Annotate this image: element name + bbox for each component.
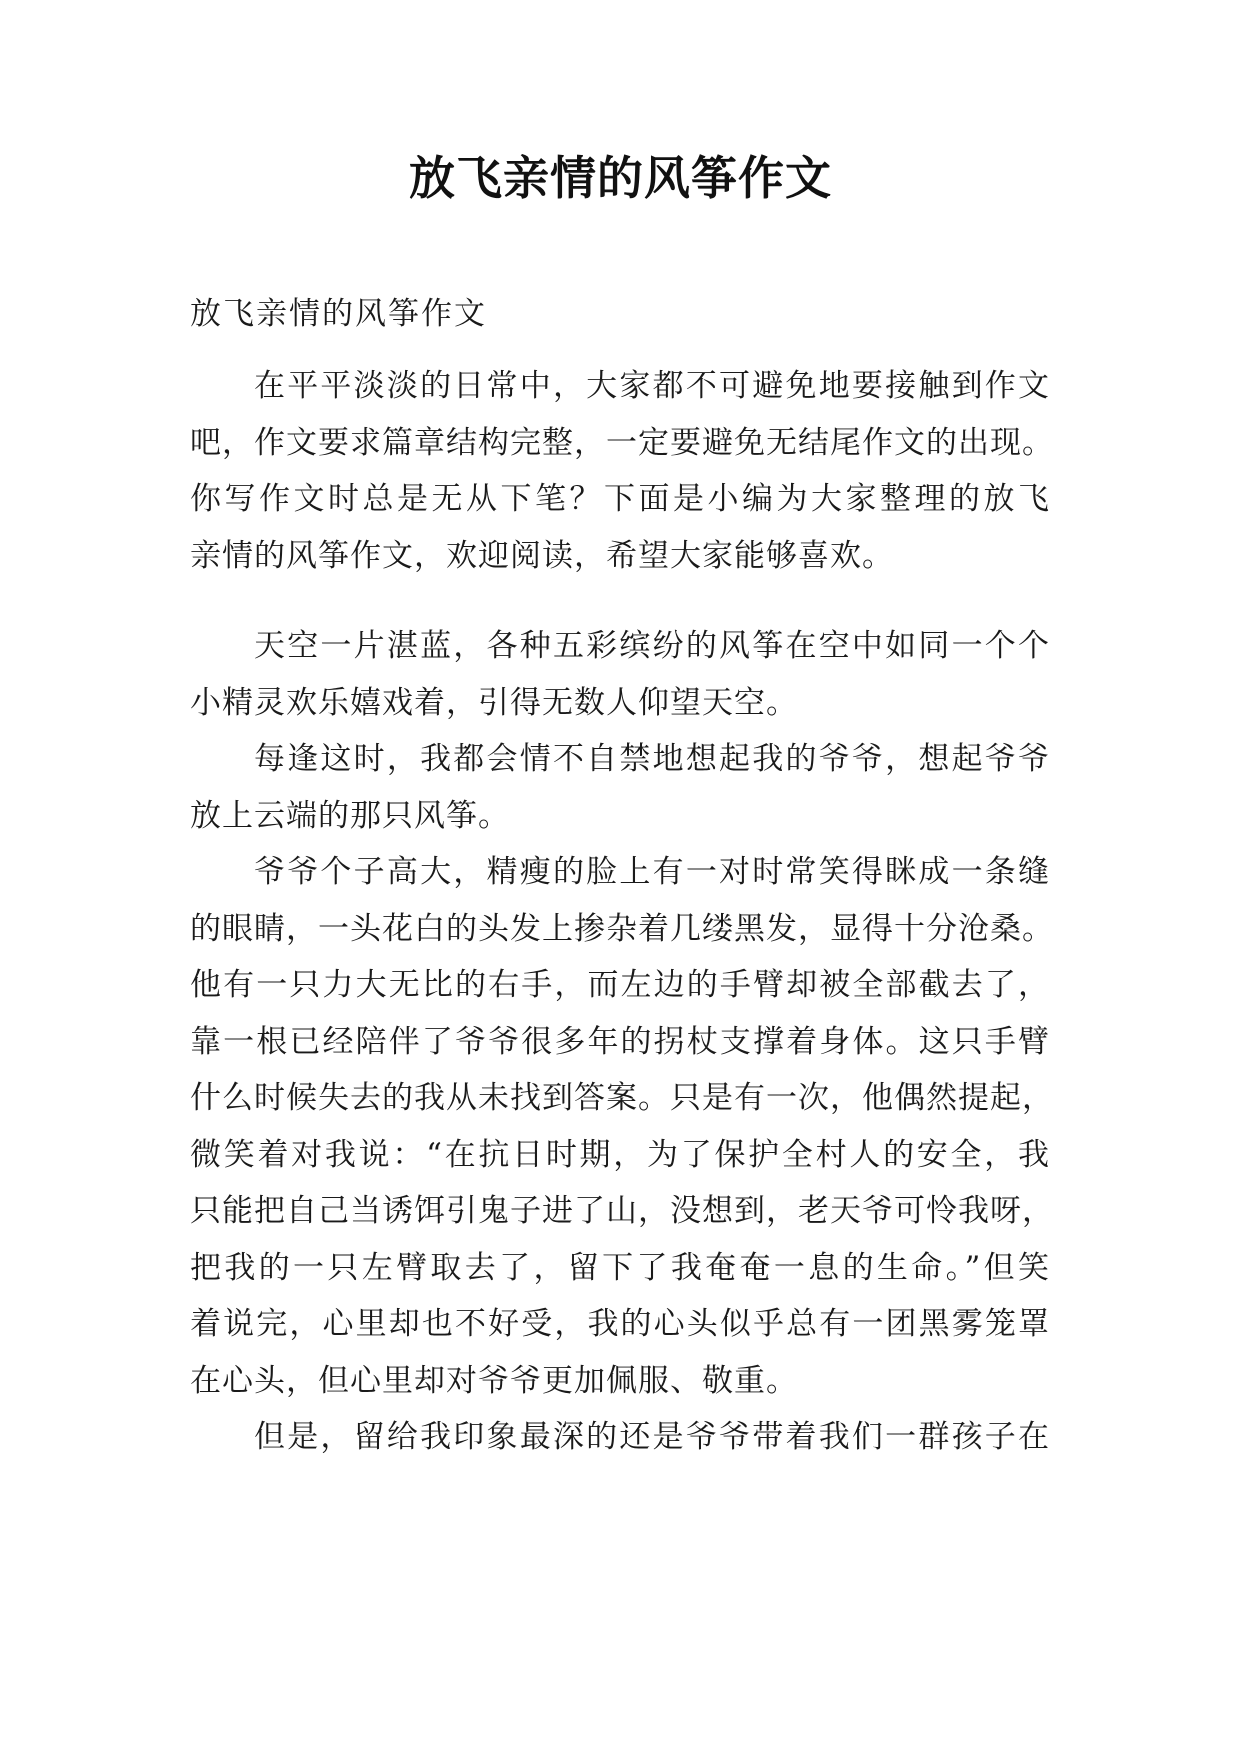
text-line: 他有一只力大无比的右手，而左边的手臂却被全部截去了， (190, 967, 1050, 1003)
paragraph-memory (190, 731, 1050, 844)
text-line: 把我的一只左臂取去了，留下了我奄奄一息的生命。”但笑 (190, 1249, 1050, 1286)
text-line: 天空一片湛蓝，各种五彩缤纷的风筝在空中如同一个个 (254, 628, 1050, 664)
paragraph-intro (190, 358, 1054, 584)
text-line: 你写作文时总是无从下笔？下面是小编为大家整理的放飞 (190, 481, 1050, 517)
paragraph-sky (190, 618, 1050, 731)
paragraph-closing (190, 1409, 1050, 1466)
text-line: 微笑着对我说：“在抗日时期，为了保护全村人的安全，我 (190, 1136, 1050, 1173)
paragraph-grandpa (190, 844, 1054, 1409)
document-subtitle: 放飞亲情的风筝作文 (190, 296, 487, 332)
text-line: 小精灵欢乐嬉戏着，引得无数人仰望天空。 (190, 684, 798, 721)
text-line: 爷爷个子高大，精瘦的脸上有一对时常笑得眯成一条缝 (254, 854, 1050, 890)
text-line: 吧，作文要求篇章结构完整，一定要避免无结尾作文的出现。 (190, 424, 1054, 461)
text-line: 放上云端的那只风筝。 (190, 797, 510, 834)
text-line: 但是，留给我印象最深的还是爷爷带着我们一群孩子在 (254, 1419, 1050, 1455)
document-title: 放飞亲情的风筝作文 (409, 151, 832, 205)
text-line: 每逢这时，我都会情不自禁地想起我的爷爷，想起爷爷 (254, 741, 1050, 777)
text-line: 亲情的风筝作文，欢迎阅读，希望大家能够喜欢。 (190, 537, 894, 574)
text-line: 着说完，心里却也不好受，我的心头似乎总有一团黑雾笼罩 (190, 1306, 1050, 1342)
text-line: 什么时候失去的我从未找到答案。只是有一次，他偶然提起， (190, 1080, 1054, 1116)
text-line: 靠一根已经陪伴了爷爷很多年的拐杖支撑着身体。这只手臂 (190, 1023, 1050, 1060)
text-line: 的眼睛，一头花白的头发上掺杂着几缕黑发，显得十分沧桑。 (190, 910, 1054, 947)
text-line: 只能把自己当诱饵引鬼子进了山，没想到，老天爷可怜我呀， (190, 1193, 1054, 1229)
text-line: 在平平淡淡的日常中，大家都不可避免地要接触到作文 (254, 368, 1050, 404)
text-line: 在心头，但心里却对爷爷更加佩服、敬重。 (190, 1362, 798, 1399)
